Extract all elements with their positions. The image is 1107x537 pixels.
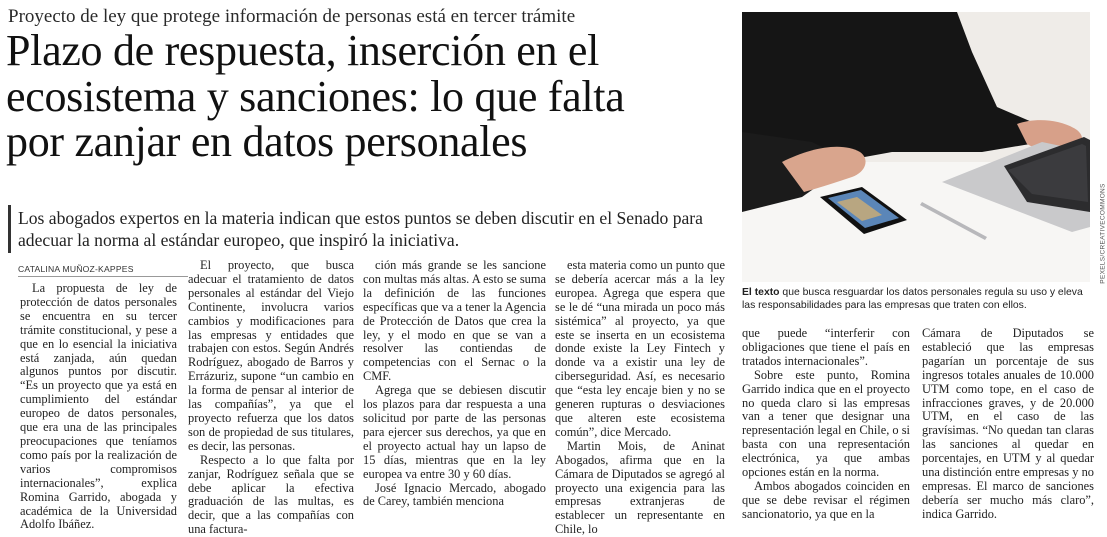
article-headline <box>6 28 741 165</box>
headline-line-1: Plazo de respuesta, inserción en el <box>6 26 600 75</box>
article-lead: Los abogados expertos en la materia indican que estos puntos se deben discutir en el Senado para adecuar la norma al estándar europeo, que inspiró la iniciativa. <box>18 208 703 250</box>
column-paragraph: esta materia como un punto que se debería acercar más a la ley europea. Agrega que espera que se le dé “una mirada un poco más sistémica” al proyecto, ya que este se inserta en un ecosistema donde existe la Ley Fintech y donde va a existir una ley de ciberseguridad. Así, es necesario que “esta ley encaje bien y no se generen rupturas o desviaciones que alteren este ecosistema común”, dice Mercado. <box>555 258 725 439</box>
caption-text: que busca resguardar los datos personales regula su uso y eleva las responsabilidades para las empresas que traten con ellos. <box>742 287 1083 312</box>
article-column-5 <box>742 327 910 521</box>
column-paragraph: La propuesta de ley de protección de datos personales se encuentra en su tercer trámite constitucional, y pese a que en lo esencial la iniciativa está zanjada, aún quedan algunos puntos por discutir. “Es un proyecto que ya está en cumplimiento del estándar europeo de datos personales, que era una de las principales preocupaciones que teníamos como país por la realización de varios compromisos internacionales”, explica Romina Garrido, abogada y académica de la Universidad Adolfo Ibáñez. <box>20 281 177 532</box>
article-photo <box>742 12 1090 282</box>
article-column-2 <box>188 258 354 537</box>
lead-accent-bar <box>8 205 11 253</box>
byline-rule <box>18 276 188 277</box>
photo-credit-text: PEXELS/CREATIVECOMMONS <box>1099 183 1107 284</box>
article-column-1 <box>20 281 177 532</box>
article-column-3 <box>363 259 546 521</box>
article-byline: CATALINA MUÑOZ-KAPPES <box>18 264 134 274</box>
column-paragraph: ción más grande se les sancione con multas más altas. A esto se suma la definición de las funciones específicas que va a tener la Agencia de Protección de Datos que crea la ley, y el modo en que se van a resolver las contiendas de competencias con el Sernac o la CMF. <box>363 258 546 384</box>
column-paragraph: Martin Mois, de Aninat Abogados, afirma que en la Cámara de Diputados se agregó al proyecto una exigencia para las empresas extranjeras de establecer un representante en Chile, lo <box>555 438 725 537</box>
photo-credit <box>1091 183 1107 284</box>
column-paragraph: José Ignacio Mercado, abogado de Carey, también menciona <box>363 480 546 509</box>
column-paragraph: Cámara de Diputados se estableció que las empresas pagarían un porcentaje de sus ingresos totales anuales de 10.000 UTM como tope, en el caso de infracciones graves, y de 20.000 UTM, en el caso de las gravísimas. “No quedan tan claras las sanciones al quedar en porcentajes, en UTM y al quedar una distinción entre empresas y no empresas. El marco de sanciones debería ser mucho más claro”, indica Garrido. <box>922 326 1094 521</box>
caption-lead: El texto <box>742 287 780 298</box>
headline-line-3: por zanjar en datos personales <box>6 117 528 166</box>
column-paragraph: El proyecto, que busca adecuar el tratamiento de datos personales al estándar del Viejo Continente, involucra varios cambios y modificaciones para las empresas y entidades que trabajen con estos. Según Andrés Rodríguez, abogado de Barros y Errázuriz, supone “un cambio en la forma de pensar al interior de las compañías”, ya que el proyecto refuerza que los datos son de propiedad de sus titulares, es decir, las personas. <box>188 258 354 453</box>
headline-line-2: ecosistema y sanciones: lo que falta <box>6 71 625 121</box>
article-column-4 <box>555 258 725 537</box>
column-paragraph: Agrega que se debiesen discutir los plazos para dar respuesta a una solicitud por parte de las personas para ejercer sus derechos, ya que en el proyecto actual hay un lapso de 15 días, mientras que en la ley europea va entre 30 y 60 días. <box>363 383 546 481</box>
photo-woman-phone-laptop <box>742 12 1090 282</box>
column-paragraph: Sobre este punto, Romina Garrido indica que en el proyecto no queda claro si las empresas van a tener que designar una representación legal en Chile, o si basta con una representación electrónica, ya que ambas opciones están en la norma. <box>742 367 910 480</box>
column-paragraph: Respecto a lo que falta por zanjar, Rodríguez señala que se debe aplicar la efectiva graduación de las multas, es decir, que a las compañías con una factura- <box>188 452 354 537</box>
article-kicker: Proyecto de ley que protege información de personas está en tercer trámite <box>8 6 576 27</box>
column-paragraph: Ambos abogados coinciden en que se debe revisar el régimen sancionatorio, ya que en la <box>742 478 910 521</box>
column-paragraph: que puede “interferir con obligaciones que tiene el país en tratados internacionales”. <box>742 326 910 368</box>
photo-caption <box>742 286 1092 313</box>
article-column-6 <box>922 327 1094 521</box>
